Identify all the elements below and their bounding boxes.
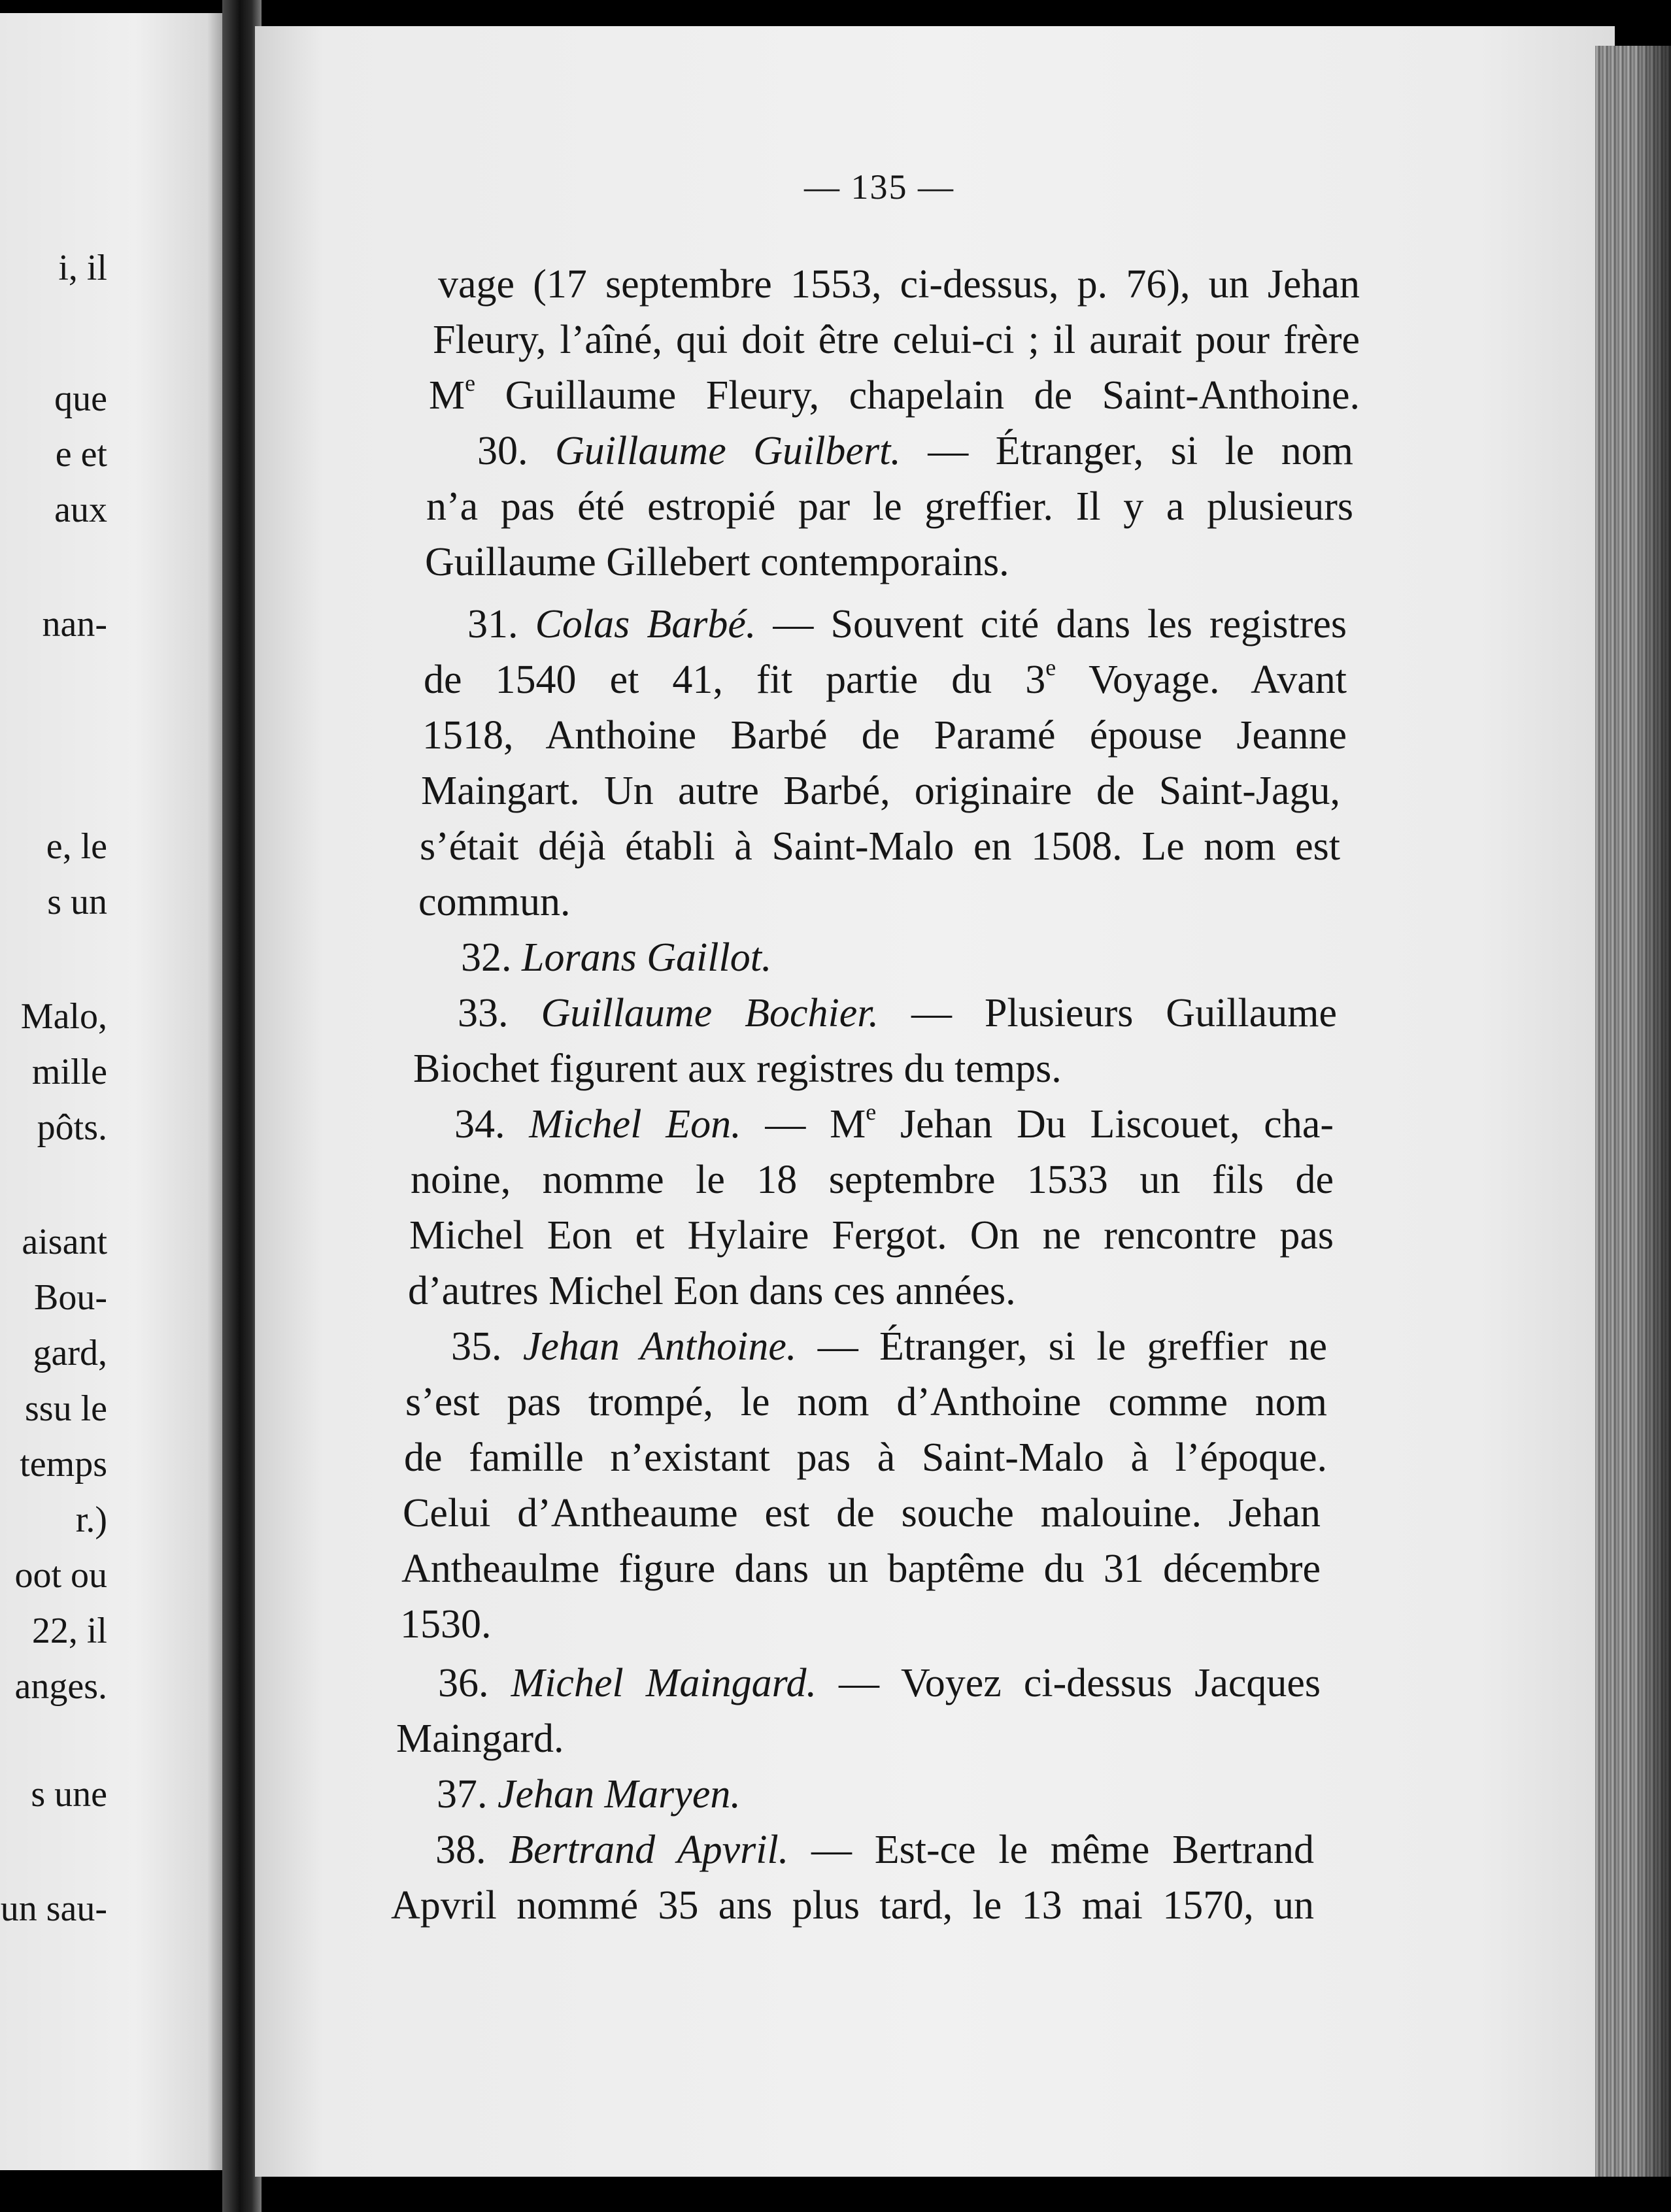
entry-number: 32. <box>461 935 512 980</box>
left-page-line: que <box>54 378 107 419</box>
entry-36: 36. Michel Maingard. — Voyez ci-dessus Jacques <box>438 1661 1321 1705</box>
text-line: Apvril nommé 35 ans plus tard, le 13 mai 1570, un <box>391 1883 1314 1928</box>
left-page-line: aisant <box>22 1222 107 1262</box>
left-page-line: Bou- <box>34 1277 107 1318</box>
text-line: Biochet figurent aux registres du temps. <box>413 1047 1062 1091</box>
entry-title: Bertrand Apvril. <box>509 1828 789 1872</box>
left-page-line: ssu le <box>25 1388 107 1429</box>
entry-title: Guillaume Bochier. <box>541 991 879 1035</box>
left-page-line: s un <box>47 882 107 922</box>
text-line: Me Guillaume Fleury, chapelain de Saint-Anthoine. <box>429 370 1360 418</box>
entry-number: 30. <box>477 429 528 473</box>
page-edge-shadow <box>1634 46 1671 2177</box>
entry-37 <box>437 1765 741 1824</box>
left-page-line: 22, il <box>31 1611 107 1651</box>
text-line: Michel Eon et Hylaire Fergot. On ne rencontre pas <box>409 1213 1334 1258</box>
entry-number: 37. <box>437 1772 488 1817</box>
left-page-line: s une <box>31 1774 107 1815</box>
left-page-fragment <box>0 13 226 2170</box>
entry-title: Colas Barbé. <box>535 602 756 646</box>
entry-title: Jehan Anthoine. <box>522 1324 797 1369</box>
left-page-line: e et <box>55 434 107 475</box>
text-line: s’était déjà établi à Saint-Malo en 1508. Le nom est <box>420 824 1340 869</box>
text-line: de 1540 et 41, fit partie du 3e Voyage. Avant <box>424 654 1347 702</box>
left-page-line: un sau- <box>0 1888 107 1929</box>
text-line: d’autres Michel Eon dans ces années. <box>408 1269 1016 1313</box>
text-line: Maingart. Un autre Barbé, originaire de Saint-Jagu, <box>421 769 1340 813</box>
text-line: de famille n’existant pas à Saint-Malo à l’époque. <box>404 1435 1327 1480</box>
entry-number: 31. <box>467 602 518 646</box>
left-page-line: gard, <box>33 1333 107 1373</box>
text-line: Guillaume Gillebert contemporains. <box>425 540 1009 584</box>
entry-number: 38. <box>435 1828 486 1872</box>
entry-title: Lorans Gaillot. <box>522 935 772 980</box>
entry-38: 38. Bertrand Apvril. — Est-ce le même Bertrand <box>435 1828 1314 1872</box>
text-line: 1530. <box>400 1602 492 1647</box>
entry-number: 35. <box>451 1324 502 1369</box>
abbreviation-maitre: Me <box>429 370 476 418</box>
text-line: 1518, Anthoine Barbé de Paramé épouse Jeanne <box>422 713 1347 758</box>
abbreviation-troisieme: 3e <box>1025 654 1056 702</box>
text-line: Maingard. <box>396 1717 564 1761</box>
entry-title: Guillaume Guilbert. <box>554 429 901 473</box>
entry-title: Michel Eon. <box>529 1102 741 1147</box>
text-line: Celui d’Antheaume est de souche malouine. Jehan <box>403 1491 1321 1535</box>
left-page-line: temps <box>20 1444 107 1484</box>
text-line: Fleury, l’aîné, qui doit être celui-ci ; il aurait pour frère <box>433 318 1360 362</box>
left-page-line: anges. <box>14 1666 107 1707</box>
left-page-line: aux <box>54 490 107 530</box>
left-page-line: nan- <box>42 604 107 645</box>
left-page-line: Malo, <box>20 996 107 1037</box>
left-page-line: oot ou <box>14 1555 107 1596</box>
entry-34: 34. Michel Eon. — Me Jehan Du Liscouet, cha- <box>454 1099 1334 1147</box>
left-page-line: e, le <box>46 826 107 867</box>
text-line: noine, nomme le 18 septembre 1533 un fils de <box>411 1158 1334 1202</box>
left-page-line: mille <box>31 1052 107 1092</box>
entry-number: 33. <box>458 991 509 1035</box>
entry-number: 34. <box>454 1102 505 1147</box>
entry-31: 31. Colas Barbé. — Souvent cité dans les registres <box>467 602 1347 646</box>
text-line: n’a pas été estropié par le greffier. Il y a plusieurs <box>426 484 1353 529</box>
page-number: — 135 — <box>804 167 954 207</box>
entry-title: Michel Maingard. <box>511 1661 817 1705</box>
entry-number: 36. <box>438 1661 489 1705</box>
text-line: vage (17 septembre 1553, ci-dessus, p. 76), un Jehan <box>438 262 1360 307</box>
entry-title: Jehan Maryen. <box>498 1772 741 1817</box>
text-line: Antheaulme figure dans un baptême du 31 décembre <box>401 1547 1321 1591</box>
left-page-line: pôts. <box>37 1107 107 1148</box>
entry-30: 30. Guillaume Guilbert. — Étranger, si le nom <box>477 429 1353 473</box>
entry-32 <box>461 928 771 987</box>
left-page-line: r.) <box>75 1500 107 1540</box>
text-line: commun. <box>418 880 571 924</box>
left-page-line: i, il <box>58 248 107 288</box>
text-line: s’est pas trompé, le nom d’Anthoine comme nom <box>405 1380 1327 1424</box>
entry-35: 35. Jehan Anthoine. — Étranger, si le greffier ne <box>451 1324 1328 1369</box>
entry-33: 33. Guillaume Bochier. — Plusieurs Guillaume <box>458 991 1338 1035</box>
